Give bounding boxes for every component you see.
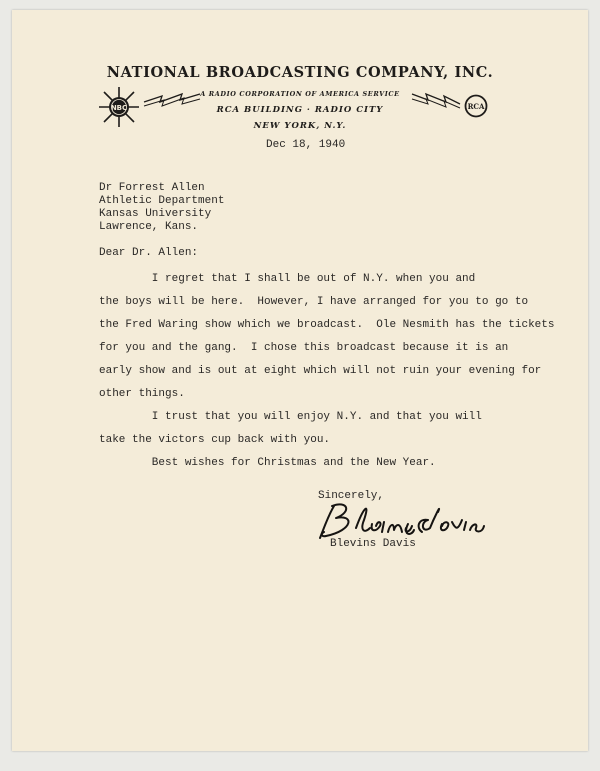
recipient-city: Lawrence, Kans. <box>99 221 199 233</box>
body-line: Best wishes for Christmas and the New Year. <box>99 457 436 469</box>
handwritten-signature <box>312 498 492 542</box>
body-line: the Fred Waring show which we broadcast. Ole Nesmith has the tickets <box>99 319 555 331</box>
letter-date: Dec 18, 1940 <box>266 139 346 151</box>
signer-name: Blevins Davis <box>330 538 416 550</box>
salutation: Dear Dr. Allen: <box>99 247 199 259</box>
body-line: the boys will be here. However, I have arranged for you to go to <box>99 296 529 308</box>
rca-logo-icon <box>464 94 488 118</box>
body-line: early show and is out at eight which will not ruin your evening for <box>99 365 542 377</box>
closing: Sincerely, <box>318 490 385 502</box>
body-line: take the victors cup back with you. <box>99 434 331 446</box>
body-line: I trust that you will enjoy N.Y. and that you will <box>99 411 482 423</box>
svg-text:NBC: NBC <box>110 104 128 112</box>
body-line: I regret that I shall be out of N.Y. when you and <box>99 273 476 285</box>
letterhead-city: NEW YORK, N.Y. <box>253 121 347 131</box>
svg-text:RCA: RCA <box>467 102 485 111</box>
right-bolt-icon <box>410 90 462 112</box>
letter-page <box>12 10 588 751</box>
body-line: other things. <box>99 388 185 400</box>
letterhead-company: NATIONAL BROADCASTING COMPANY, INC. <box>106 64 494 81</box>
letterhead-building: RCA BUILDING · RADIO CITY <box>216 105 384 115</box>
letterhead-service: A RADIO CORPORATION OF AMERICA SERVICE <box>200 90 400 98</box>
recipient-department: Athletic Department <box>99 195 225 207</box>
body-line: for you and the gang. I chose this broadcast because it is an <box>99 342 509 354</box>
recipient-name: Dr Forrest Allen <box>99 182 205 194</box>
recipient-institution: Kansas University <box>99 208 212 220</box>
